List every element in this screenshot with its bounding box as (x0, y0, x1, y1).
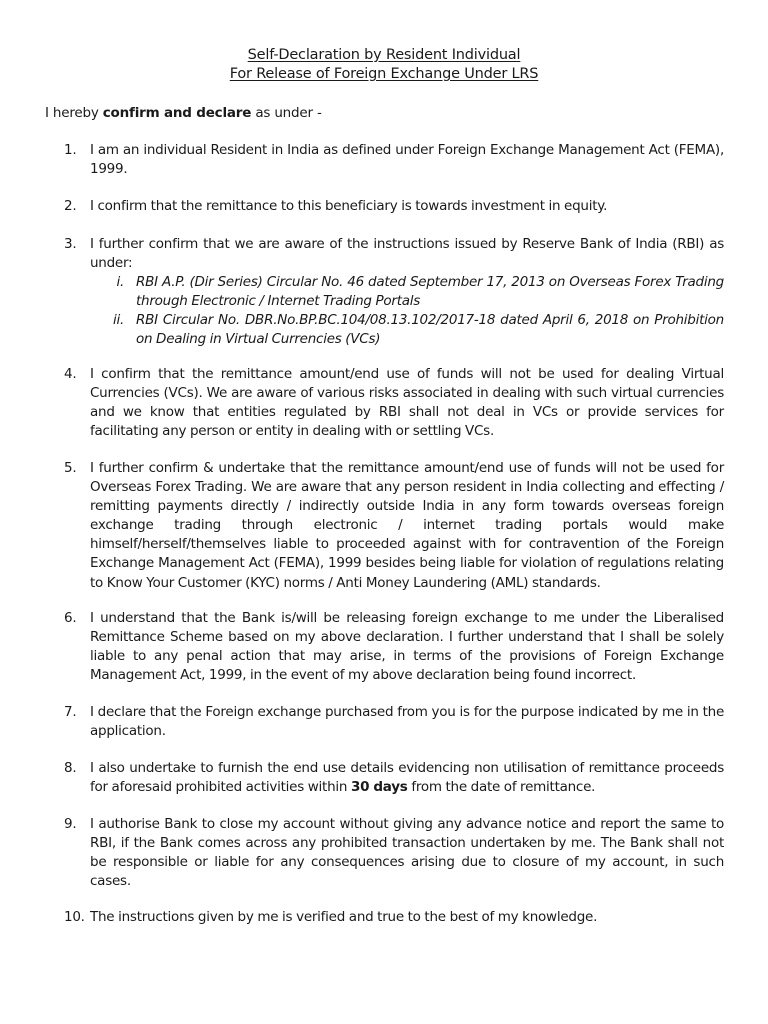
item-text: I authorise Bank to close my account without giving any advance notice and report the same to RBI, if the Bank comes across any prohibited transaction undertaken by me. The Bank shall not be responsible or liable for any consequences arising due to closure of my account, in such cases. (90, 816, 724, 890)
item-number: 10. (64, 909, 85, 925)
item-number: 2. (64, 198, 77, 214)
item-number: 9. (64, 816, 77, 832)
item-text: The instructions given by me is verified and true to the best of my knowledge. (90, 909, 598, 925)
item-number: 5. (64, 460, 77, 476)
declaration-item-10 (64, 908, 724, 927)
item-text-after: from the date of remittance. (407, 779, 596, 796)
item-text: I declare that the Foreign exchange purchased from you is for the purpose indicated by me in the application. (90, 704, 724, 740)
declaration-item-7 (64, 703, 724, 741)
declaration-item-5 (64, 459, 724, 593)
declaration-item-9 (64, 815, 724, 891)
item-text-bold: 30 days (350, 779, 408, 796)
item-number: 1. (64, 142, 77, 158)
declaration-item-3 (64, 235, 724, 350)
intro-suffix: as under - (251, 105, 322, 121)
item-text: I further confirm & undertake that the remittance amount/end use of funds will not be used for Overseas Forex Trading. We are aware that any person resident in India collecting and effecting / remitting payments directly / indirectly outside India in any form towards overseas foreign exchange trading through electronic / internet trading portals would make himself/herself/themselves liable to proceeded against with for contravention of the Foreign Exchange Management Act (FEMA), 1999 besides being liable for violation of regulations relating to Know Your Customer (KYC) norms / Anti Money Laundering (AML) standards. (90, 460, 724, 591)
declaration-item-8 (64, 759, 724, 797)
title-line-1: Self-Declaration by Resident Individual (247, 47, 521, 63)
declaration-item-6 (64, 609, 724, 685)
declaration-item-2 (64, 197, 724, 216)
item-number: 7. (64, 704, 77, 720)
intro-prefix: I hereby (45, 105, 103, 121)
item-number: 8. (64, 760, 77, 776)
declaration-item-4 (64, 365, 724, 441)
item-number: 4. (64, 366, 77, 382)
document-title (0, 46, 768, 84)
intro-statement (45, 104, 322, 122)
rbi-circular-list (90, 273, 724, 349)
title-line-2: For Release of Foreign Exchange Under LRS (229, 66, 539, 82)
item-text: I am an individual Resident in India as defined under Foreign Exchange Management Act (FEMA), 1999. (90, 142, 724, 178)
sub-item-text: RBI Circular No. DBR.No.BP.BC.104/08.13.102/2017-18 dated April 6, 2018 on Prohibition on Dealing in Virtual Currencies (VCs) (136, 312, 724, 348)
sub-item-number: ii. (112, 312, 124, 329)
declaration-item-1 (64, 141, 724, 179)
item-number: 3. (64, 236, 77, 252)
item-text: I confirm that the remittance to this beneficiary is towards investment in equity. (90, 198, 608, 214)
sub-item-text: RBI A.P. (Dir Series) Circular No. 46 dated September 17, 2013 on Overseas Forex Trading through Electronic / Internet Trading Portals (136, 274, 724, 310)
item-text: I further confirm that we are aware of the instructions issued by Reserve Bank of India (RBI) as under: (90, 236, 724, 272)
sub-item-number: i. (116, 274, 124, 291)
item-number: 6. (64, 610, 77, 626)
item-text-before: I also undertake to furnish the end use details evidencing non utilisation of remittance proceeds for aforesaid prohibited activities within (90, 760, 724, 796)
item-text: I understand that the Bank is/will be releasing foreign exchange to me under the Liberalised Remittance Scheme based on my above declaration. I further understand that I shall be solely liable to any penal action that may arise, in terms of the provisions of Foreign Exchange Management Act, 1999, in the event of my above declaration being found incorrect. (90, 610, 724, 684)
item-text (90, 759, 724, 797)
item-text: I confirm that the remittance amount/end use of funds will not be used for dealing Virtual Currencies (VCs). We are aware of various risks associated in dealing with such virtual currencies and we know that entities regulated by RBI shall not deal in VCs or provide services for facilitating any person or entity in dealing with or settling VCs. (90, 366, 724, 440)
sub-item-i (116, 273, 724, 311)
sub-item-ii (112, 311, 724, 349)
intro-bold: confirm and declare (102, 105, 252, 121)
